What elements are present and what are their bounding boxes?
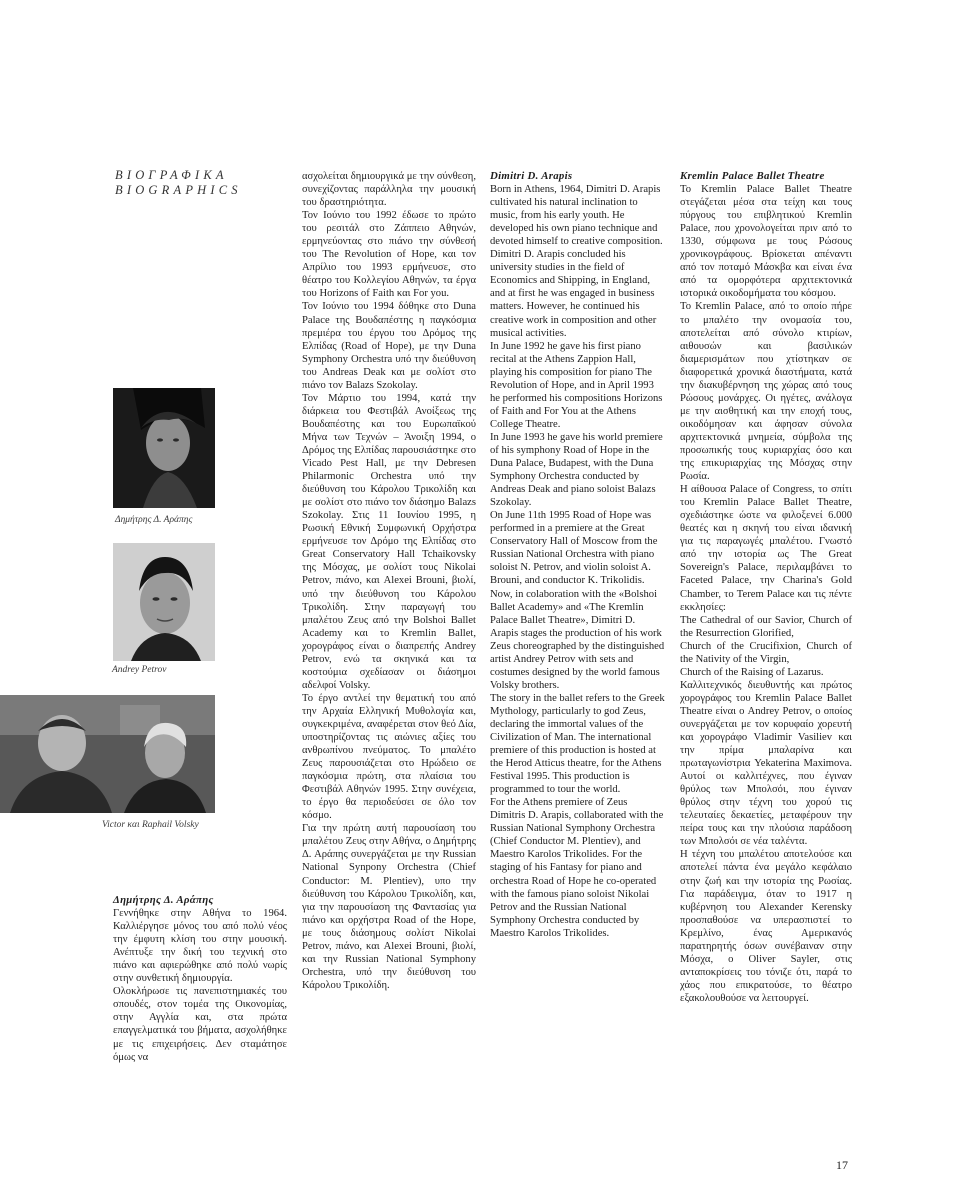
column-greek-bio-start <box>113 894 287 1064</box>
section-title-greek: ΒΙΟΓΡΑΦΙΚΑ <box>115 168 228 182</box>
column-english-bio <box>490 170 665 940</box>
paragraph: In June 1993 he gave his world premiere of his symphony Road of Hope in the Duna Palace, Budapest, with the Duna Symphony Orchestra conducted by Andreas Deak and piano soloist Balazs Szokolay. <box>490 431 663 509</box>
paragraph: Church of the Raising of Lazarus. <box>680 666 824 678</box>
section-title-english: BIOGRAPHICS <box>115 183 242 197</box>
photo-caption-arapis: Δημήτρης Δ. Αράπης <box>115 515 193 525</box>
paragraph: Church of the Crucifixion, Church of the Nativity of the Virgin, <box>680 640 852 665</box>
column-kremlin-ballet <box>680 170 852 1005</box>
paragraph: ασχολείται δημιουργικά με την σύνθεση, συνεχίζοντας παράλληλα την μουσική του δραστηριότητα. <box>302 171 476 209</box>
paragraph: Τον Ιούνιο του 1994 δόθηκε στο Duna Palace της Βουδαπέστης η παγκόσμια πρεμιέρα του έργου του Δρόμος της Ελπίδας (Road of Hope), με την Duna Symphony Orchestra υπό την διεύθυνση του Andreas Deak και με σολίστ στο πιάνο τον Balazs Szokolay. <box>302 301 476 391</box>
column-greek-bio-continued <box>302 170 476 992</box>
paragraph: The story in the ballet refers to the Greek Mythology, particularly to god Zeus, declaring the immortal values of the Civilization of Man. The international premiere of this production is hosted at the Herod Atticus theatre, for the Athens Festival 1995. This production is programmed to tour the world. <box>490 692 665 796</box>
paragraph: Η αίθουσα Palace of Congress, το σπίτι του Kremlin Palace Ballet Theatre, σχεδιάστηκε ώστε να φιλοξενεί 6.000 θεατές και η σκηνή του είναι ιδανική για τις παραγωγές μπαλέτου. Γνωστό από την ιστορία ως The Great Sovereign's Palace, περιλαμβάνει το Faceted Palace, την Charina's Gold Chamber, το Terem Palace και τις πέντε εκκλησίες: <box>680 484 852 613</box>
photo-volsky <box>0 695 215 813</box>
portrait-arapis-image <box>113 388 215 508</box>
heading-arapis-english: Dimitri D. Arapis <box>490 170 573 182</box>
paragraph: Dimitri D. Arapis concluded his university studies in the field of Economics and Shipping, in England, and at first he was engaged in business matters. However, he continued his creative work in composition and other musical activities. <box>490 249 657 339</box>
paragraph: Καλλιτεχνικός διευθυντής και πρώτος χορογράφος του Kremlin Palace Ballet Theatre είναι ο Andrey Petrov, ο οποίος συνεργάζεται με τον κορυφαίο χορευτή και χορογράφο Vladimir Vasiliev και την πρίμα μπαλαρίνα και πρωταγωνίστρια Yekaterina Maximova. Αυτοί οι καλλιτέχνες, που έγιναν θρύλος των Μπολσόι, που έγιναν θρύλος στην τέχνη του χορού τις τελευταίες δεκαετίες, μεταφέρουν την πείρα τους και την πλούσια παράδοση των Μπολσόι σε νέα ταλέντα. <box>680 679 852 848</box>
paragraph: On June 11th 1995 Road of Hope was performed in a premiere at the Great Conservatory Hall of Moscow from the Russian National Orchestra with piano soloist N. Petrov, and violin soloist A. Brouni, and conductor K. Trikolidis. <box>490 510 658 587</box>
paragraph: Το έργο αντλεί την θεματική του από την Αρχαία Ελληνική Μυθολογία και, συγκεκριμένα, αναφέρεται στον θεό Δία, υποστηρίζοντας τις αιώνιες αξίες του ανθρωπίνου πνεύματος. Το μπαλέτο Ζευς παρουσιάζεται στο Ηρώδειο σε παγκόσμια πρώτη, στα πλαίσια του Φεστιβάλ Αθηνών 1995. Στην συνέχεια, το έργο θα περιοδεύσει σε όλο τον κόσμο. <box>302 692 476 822</box>
paragraph: In June 1992 he gave his first piano recital at the Athens Zappion Hall, playing his composition for piano The Revolution of Hope, and in April 1993 he performed his compositions Horizons of Faith and For You at the Athens College Theatre. <box>490 340 663 430</box>
paragraph: Γεννήθηκε στην Αθήνα το 1964. Καλλιέργησε μόνος του από πολύ νέος την έμφυτη κλίση του στην μουσική. Ανέπτυξε την δική του τεχνική στο πιάνο και αφιερώθηκε από πολύ νωρίς στην συνθετική δημιουργία. <box>113 908 287 985</box>
paragraph: Born in Athens, 1964, Dimitri D. Arapis cultivated his natural inclination to music, from his early youth. He developed his own piano technique and devoted himself to creative composition. <box>490 184 663 248</box>
heading-kremlin-ballet: Kremlin Palace Ballet Theatre <box>680 170 825 182</box>
paragraph: For the Athens premiere of Zeus Dimitris D. Arapis, collaborated with the Russian National Symphony Orchestra (Chief Conductor M. Plentiev), and Maestro Karolos Trikolides. For the staging of his Fantasy for piano and orchestra Road of Hope he co-operated with the famous piano soloist Nikolai Petrov and the Russian National Symphony Orchestra conducted by Maestro Karolos Trikolides. <box>490 797 664 939</box>
heading-arapis-greek: Δημήτρης Δ. Αράπης <box>113 894 214 906</box>
paragraph: Τον Μάρτιο του 1994, κατά την διάρκεια του Φεστιβάλ Ανοίξεως της Βουδαπέστης και του Ευρωπαϊκού Μήνα των Τεχνών – Άνοιξη 1994, ο Δρόμος της Ελπίδας παρουσιάστηκε στο Vicado Pest Hall, με την Debresen Philarmonic Orchestra υπό την διεύθυνση του Κάρολου Τρικολίδη και με σολίστ στο πιάνο τον διάσημο Balazs Szokolay. Στις 11 Ιουνίου 1995, η Ρωσική Εθνική Συμφωνική Ορχήστρα ερμήνευσε τον Δρόμο της Ελπίδας στο Great Conservatory Hall Tchaikovsky της Μόσχας, με σολίστ τους Nikolai Petrov, πιάνο, και Alexei Brouni, βιολί, υπό την διεύθυνση του Κάρολου Τρικολίδη. Στην παραγωγή του μπαλέτου Ζευς από την Bolshoi Ballet Academy και το Kremlin Ballet, χορογράφος είναι ο διαπρεπής Andrey Petrov, ενώ τα σκηνικά και τα κοστούμια σχεδίασαν οι διάσημοι αδελφοί Volsky. <box>302 392 476 691</box>
photo-caption-petrov: Andrey Petrov <box>112 665 167 675</box>
paragraph: Ολοκλήρωσε τις πανεπιστημιακές του σπουδές, στον τομέα της Οικονομίας, στην Αγγλία και, στα πρώτα επαγγελματικά του βήματα, ασχολήθηκε με τις επιχειρήσεις. Δεν σταμάτησε όμως να <box>113 986 287 1063</box>
section-title <box>115 168 242 198</box>
portrait-volsky-image <box>0 695 215 813</box>
paragraph: Τον Ιούνιο του 1992 έδωσε το πρώτο του ρεσιτάλ στο Ζάππειο Αθηνών, ερμηνεύοντας στο πιάνο την σύνθεσή του The Revolution of Hope, και τον Απρίλιο του 1993 ερμήνευσε, στο θέατρο του Κολλεγίου Αθηνών, τα έργα του Horizons of Faith και For you. <box>302 210 476 300</box>
portrait-petrov-image <box>113 543 215 661</box>
paragraph: Η τέχνη του μπαλέτου αποτελούσε και αποτελεί πάντα ένα μεγάλο κεφάλαιο στην ζωή και την ιστορία της Ρωσίας. Για παράδειγμα, όταν το 1917 η κυβέρνηση του Alexander Kerensky προσπαθούσε να υπερασπιστεί το Κρεμλίνο, ένας Αμερικανός παρατηρητής όσων συνέβαιναν στην Μόσχα, ο Oliver Sayler, στις ανταποκρίσεις του τόνιζε ότι, παρά το χάος που επικρατούσε, το θέατρο εξακολουθούσε να λειτουργεί. <box>680 849 852 1004</box>
paragraph: The Cathedral of our Savior, Church of the Resurrection Glorified, <box>680 614 852 639</box>
photo-petrov <box>113 543 215 661</box>
paragraph: Για την πρώτη αυτή παρουσίαση του μπαλέτου Ζευς στην Αθήνα, ο Δημήτρης Δ. Αράπης συνεργάζεται με την Russian National Synpony Orchestra (Chief Conductor: M. Plentiev), υπο την διεύθυνση του Κάρολου Τρικολίδη, και, για την παρουσίαση της Φαντασίας για πιάνο και ορχήστρα Road of the Hope, με τους διάσημους σολίστ Nikolai Petrov, πιάνο, και Alexei Brouni, βιολί, και την Russian National Symphony Orchestra, υπό την διεύθυνση του Κάρολου Τρικολίδη. <box>302 823 476 991</box>
photo-arapis <box>113 388 215 508</box>
paragraph: Now, in colaboration with the «Bolshoi Ballet Academy» and «The Kremlin Palace Ballet Theatre», Dimitri D. Arapis stages the production of his work Zeus choreographed by the distinguished artist Andrey Petrov with sets and costumes designed by the world famous Volsky brothers. <box>490 588 665 691</box>
photo-caption-volsky: Victor και Raphail Volsky <box>102 820 199 830</box>
paragraph: Το Kremlin Palace Ballet Theatre στεγάζεται μέσα στα τείχη και τους πύργους του επιβλητικού Kremlin Palace, που χρονολογείται πριν από το 1330, σύμφωνα με τους Ρώσους χρονικογράφους. Βρίσκεται απέναντι από τον ποταμό Μάσκβα και είναι ένα από τα ομορφότερα αρχιτεκτονικά ιστορικά οικοδομήματα του κόσμου. <box>680 184 852 300</box>
paragraph: Το Kremlin Palace, από το οποίο πήρε το μπαλέτο την ονομασία του, αποτελείται από σύνολο κτιρίων, αιθουσών και βασιλικών διαμερισμάτων που χτίστηκαν σε διαφορετικά χρονικά διαστήματα, κατά την διακυβέρνηση της χώρας από τους Ρώσους μονάρχες. Οι ηγέτες, ανάλογα με την αισθητική και την εποχή τους, οικοδόμησαν και άφησαν σύνολα αρχιτεκτονικά μνημεία, σύμβολα της προσωπικής τους κυριαρχίας όσο και της επικυριαρχίας της Μόσχας στην Ρωσία. <box>680 301 852 483</box>
page-number: 17 <box>836 1158 848 1172</box>
